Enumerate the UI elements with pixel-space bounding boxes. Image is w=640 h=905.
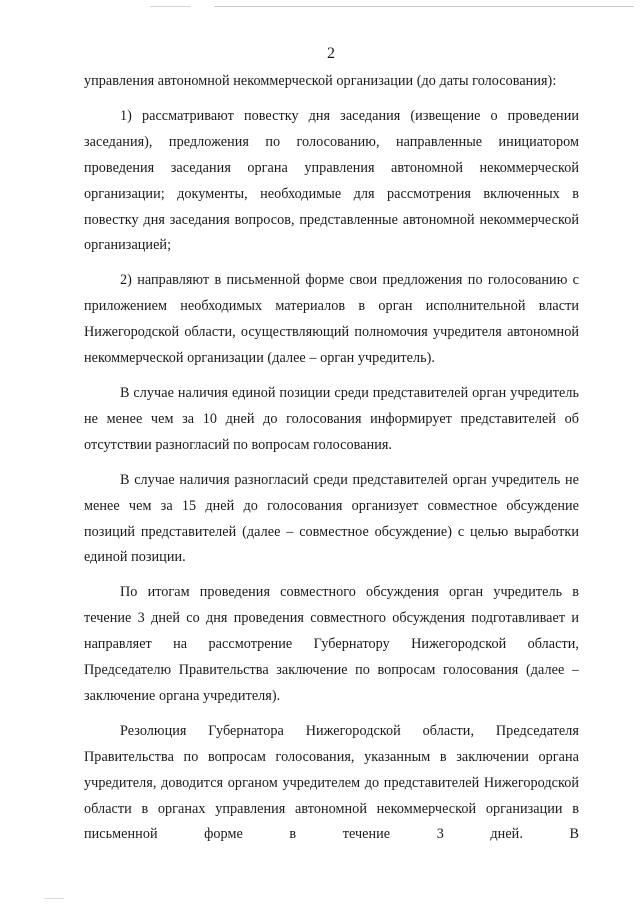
scan-artifact-line xyxy=(214,6,634,7)
paragraph-joint-discussion-results: По итогам проведения совместного обсуждения орган учредитель в течение 3 дней со дня проведения совместного обсуждения подготавливает и направляет на рассмотрение Губернатору Нижегородской области, Председателю Правительства заключение по вопросам голосования (далее – заключение органа учредителя). xyxy=(84,584,579,704)
paragraph-single-position: В случае наличия единой позиции среди представителей орган учредитель не менее чем за 10 дней до голосования информирует представителей об отсутствии разногласий по вопросам голосования. xyxy=(84,384,579,453)
paragraph-item-2: 2) направляют в письменной форме свои предложения по голосованию с приложением необходимых материалов в орган исполнительной власти Нижегородской области, осуществляющий полномочия учредителя автономной некоммерческой организации (далее – орган учредитель). xyxy=(84,272,579,367)
page-number: 2 xyxy=(327,45,335,62)
scan-artifact-corner xyxy=(44,898,64,899)
paragraph-disagreements: В случае наличия разногласий среди представителей орган учредитель не менее чем за 15 дней до голосования организует совместное обсуждение позиций представителей (далее – совместное обсуждение) с целью выработки единой позиции. xyxy=(84,471,579,566)
paragraph-continuation: управления автономной некоммерческой организации (до даты голосования): xyxy=(84,73,557,89)
paragraph-item-1: 1) рассматривают повестку дня заседания (извещение о проведении заседания), предложения по голосованию, направленные инициатором проведения заседания органа управления автономной некоммерческой организации; документы, необходимые для рассмотрения включенных в повестку дня заседания вопросов, представленные автономной некоммерческой организацией; xyxy=(84,107,579,254)
scan-artifact-dash xyxy=(150,6,190,7)
paragraph-governor-resolution: Резолюция Губернатора Нижегородской области, Председателя Правительства по вопросам голосования, указанным в заключении органа учредителя, доводится органом учредителем до представителей Нижегородской области в органах управления автономной некоммерческой организации в письменной форме в течение 3 дней. В xyxy=(84,722,579,843)
document-body xyxy=(84,69,579,848)
